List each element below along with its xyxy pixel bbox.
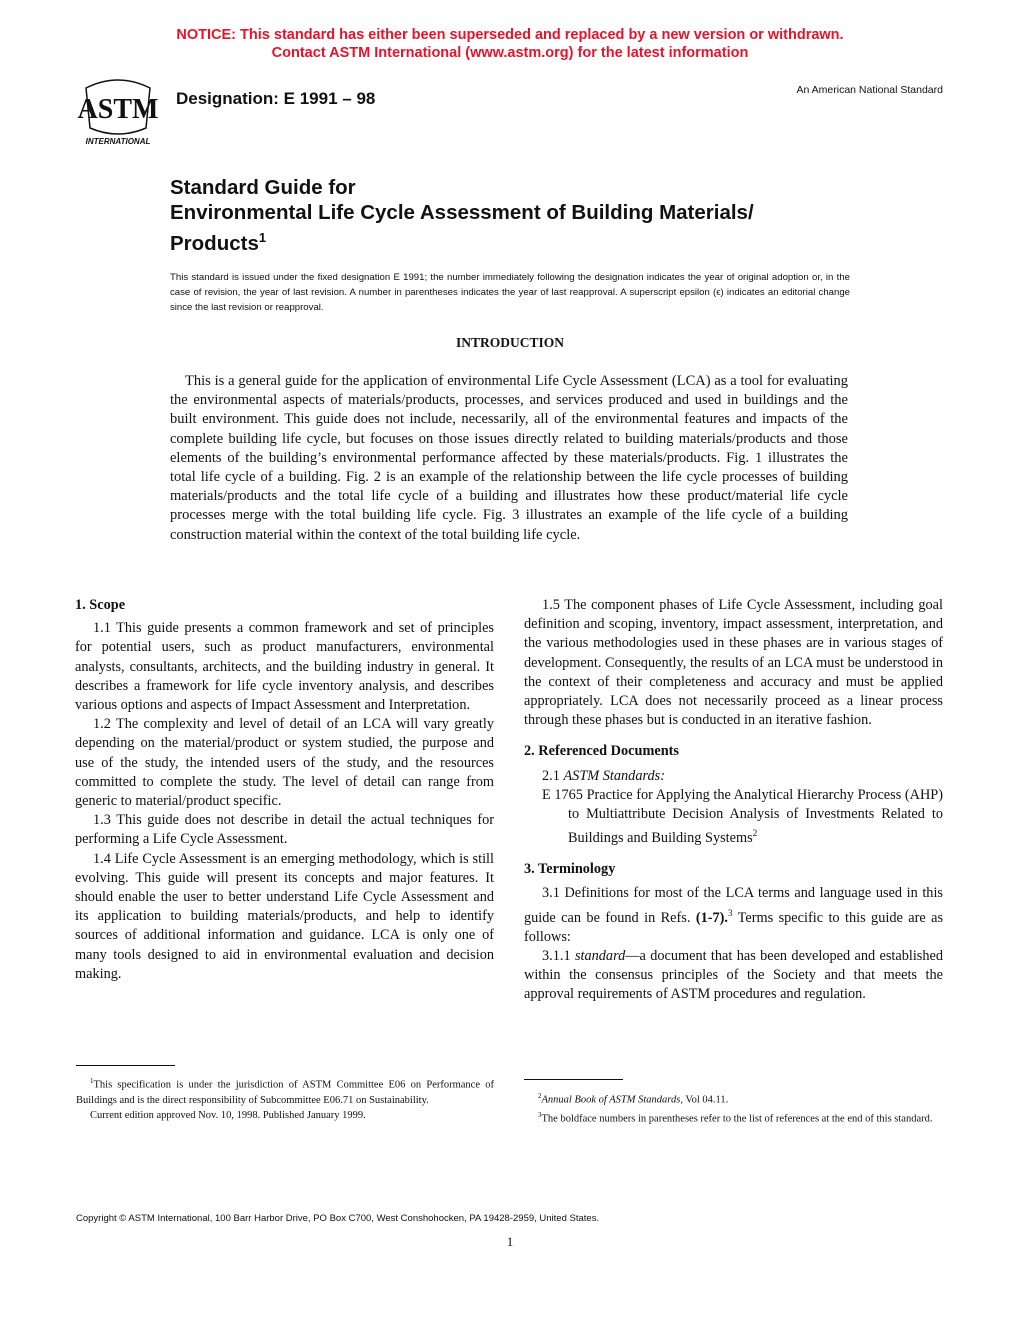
title-line-2: Environmental Life Cycle Assessment of Building Materials/ — [170, 201, 754, 224]
withdrawn-notice — [0, 26, 1020, 62]
document-title — [170, 175, 870, 256]
section-1-4: 1.4 Life Cycle Assessment is an emerging methodology, which is still evolving. This guide will present its concepts and major features. It should enable the user to better understand Life Cycle Assessment and its application to building materials/products, and help to identify sources of additional information and guidance. LCA is only one of many tools designed to aid in environmental evaluation and decision making. — [75, 850, 494, 982]
logo-text: ASTM — [77, 94, 159, 125]
astm-logo — [76, 78, 160, 148]
section-3-1: 3.1 Definitions for most of the LCA terms and language used in this guide can be found in Refs. (1-7).$^3$ Terms specific to this guide are as follows: — [524, 885, 944, 945]
terminology-heading: 3. Terminology — [524, 861, 616, 878]
title-footnote-mark: 1 — [258, 230, 267, 245]
introduction-heading: INTRODUCTION — [455, 335, 564, 350]
designation: Designation: E 1991 – 98 — [176, 89, 376, 108]
footnote-2: $^2$Annual Book of ASTM Standards, Vol 04.11. — [538, 1092, 729, 1106]
footnote-1-current-edition: Current edition approved Nov. 10, 1998. Published January 1999. — [90, 1109, 366, 1121]
page-number: 1 — [506, 1234, 514, 1249]
footnote-rule-right — [524, 1079, 623, 1080]
section-2-1: 2.1 ASTM Standards: — [542, 767, 665, 784]
scope-heading: 1. Scope — [75, 597, 126, 613]
notice-line-2: Contact ASTM International (www.astm.org) for the latest information — [271, 45, 749, 61]
section-1-1: 1.1 This guide presents a common framework and set of principles for potential users, such as product manufacturers, environmental analysts, consultants, architects, and the building industry in general. It describes a framework for life cycle inventory analysis, and describes various options and aspects of Impact Assessment and Interpretation. — [75, 620, 494, 714]
section-1-5: 1.5 The component phases of Life Cycle Assessment, including goal definition and scoping, inventory, impact assessment, interpretation, and the various methodologies used in these phases are in various stages of development. Consequently, the results of an LCA must be understood in the context of their completeness and accuracy and must be applied appropriately. LCA does not necessarily proceed as a linear process through these phases but is conducted in an iterative fashion. — [524, 597, 943, 729]
reference-e1765: E 1765 Practice for Applying the Analytical Hierarchy Process (AHP) to Multiattribute Decision Analysis of Investments Related to Buildings and Building Systems$^2$ — [542, 786, 944, 846]
footnotes-right — [524, 1089, 943, 1126]
footnotes-left — [76, 1074, 494, 1123]
title-line-1: Standard Guide for — [170, 176, 356, 199]
issued-note: This standard is issued under the fixed designation E 1991; the number immediately following the designation indicates the year of original adoption or, in the case of revision, the year of last revision. A number in parentheses indicates the year of last reapproval. A superscript epsilon (ϵ) indicates an editorial change since the last revision or reapproval. — [170, 272, 850, 313]
footnote-3: $^3$The boldface numbers in parentheses refer to the list of references at the end of this standard. — [538, 1110, 933, 1124]
logo-subtext: INTERNATIONAL — [85, 137, 151, 146]
section-1-3: 1.3 This guide does not describe in detail the actual techniques for performing a Life Cycle Assessment. — [75, 812, 494, 848]
introduction-text: This is a general guide for the application of environmental Life Cycle Assessment (LCA) as a tool for evaluating the environmental aspects of materials/products, processes, and services produced and used in buildings and the built environment. This guide does not include, necessarily, all of the environmental features and impacts of the complete building life cycle, but focuses on those issues directly related to building materials/products and those elements of the building’s environmental performance affected by these materials/products. Fig. 1 illustrates the total life cycle of a building. Fig. 2 is an example of the relationship between the life cycle processes of building materials/products and the total life cycle of a building and illustrates how these product/material life cycle processes merge with the total building life cycle. Fig. 3 illustrates an example of the life cycle of a building construction material within the context of the total building life cycle. — [170, 373, 848, 543]
section-1-2: 1.2 The complexity and level of detail of an LCA will vary greatly depending on the material/product or system studied, the purpose and use of the study, the intended users of the study, and the resources committed to complete the study. The level of detail can range from generic to material/product specific. — [75, 716, 494, 810]
american-national-standard: An American National Standard — [796, 84, 943, 96]
left-column — [75, 596, 494, 984]
footnote-rule-left — [76, 1065, 175, 1066]
title-line-3: Products$^1$ — [170, 230, 267, 255]
right-column — [524, 596, 943, 1004]
section-3-1-1: 3.1.1 standard—a document that has been developed and established within the consensus principles of the Society and that meets the approval requirements of ASTM procedures and regulation. — [524, 947, 943, 1003]
footnote-1: $^1$This specification is under the jurisdiction of ASTM Committee E06 on Performance of Buildings and is the direct responsibility of Subcommittee E06.71 on Sustainability. — [76, 1077, 494, 1106]
notice-line-1: NOTICE: This standard has either been superseded and replaced by a new version or withdrawn. — [176, 27, 844, 43]
referenced-documents-heading: 2. Referenced Documents — [524, 743, 679, 760]
copyright: Copyright © ASTM International, 100 Barr Harbor Drive, PO Box C700, West Conshohocken, PA 19428-2959, United States. — [76, 1213, 600, 1224]
